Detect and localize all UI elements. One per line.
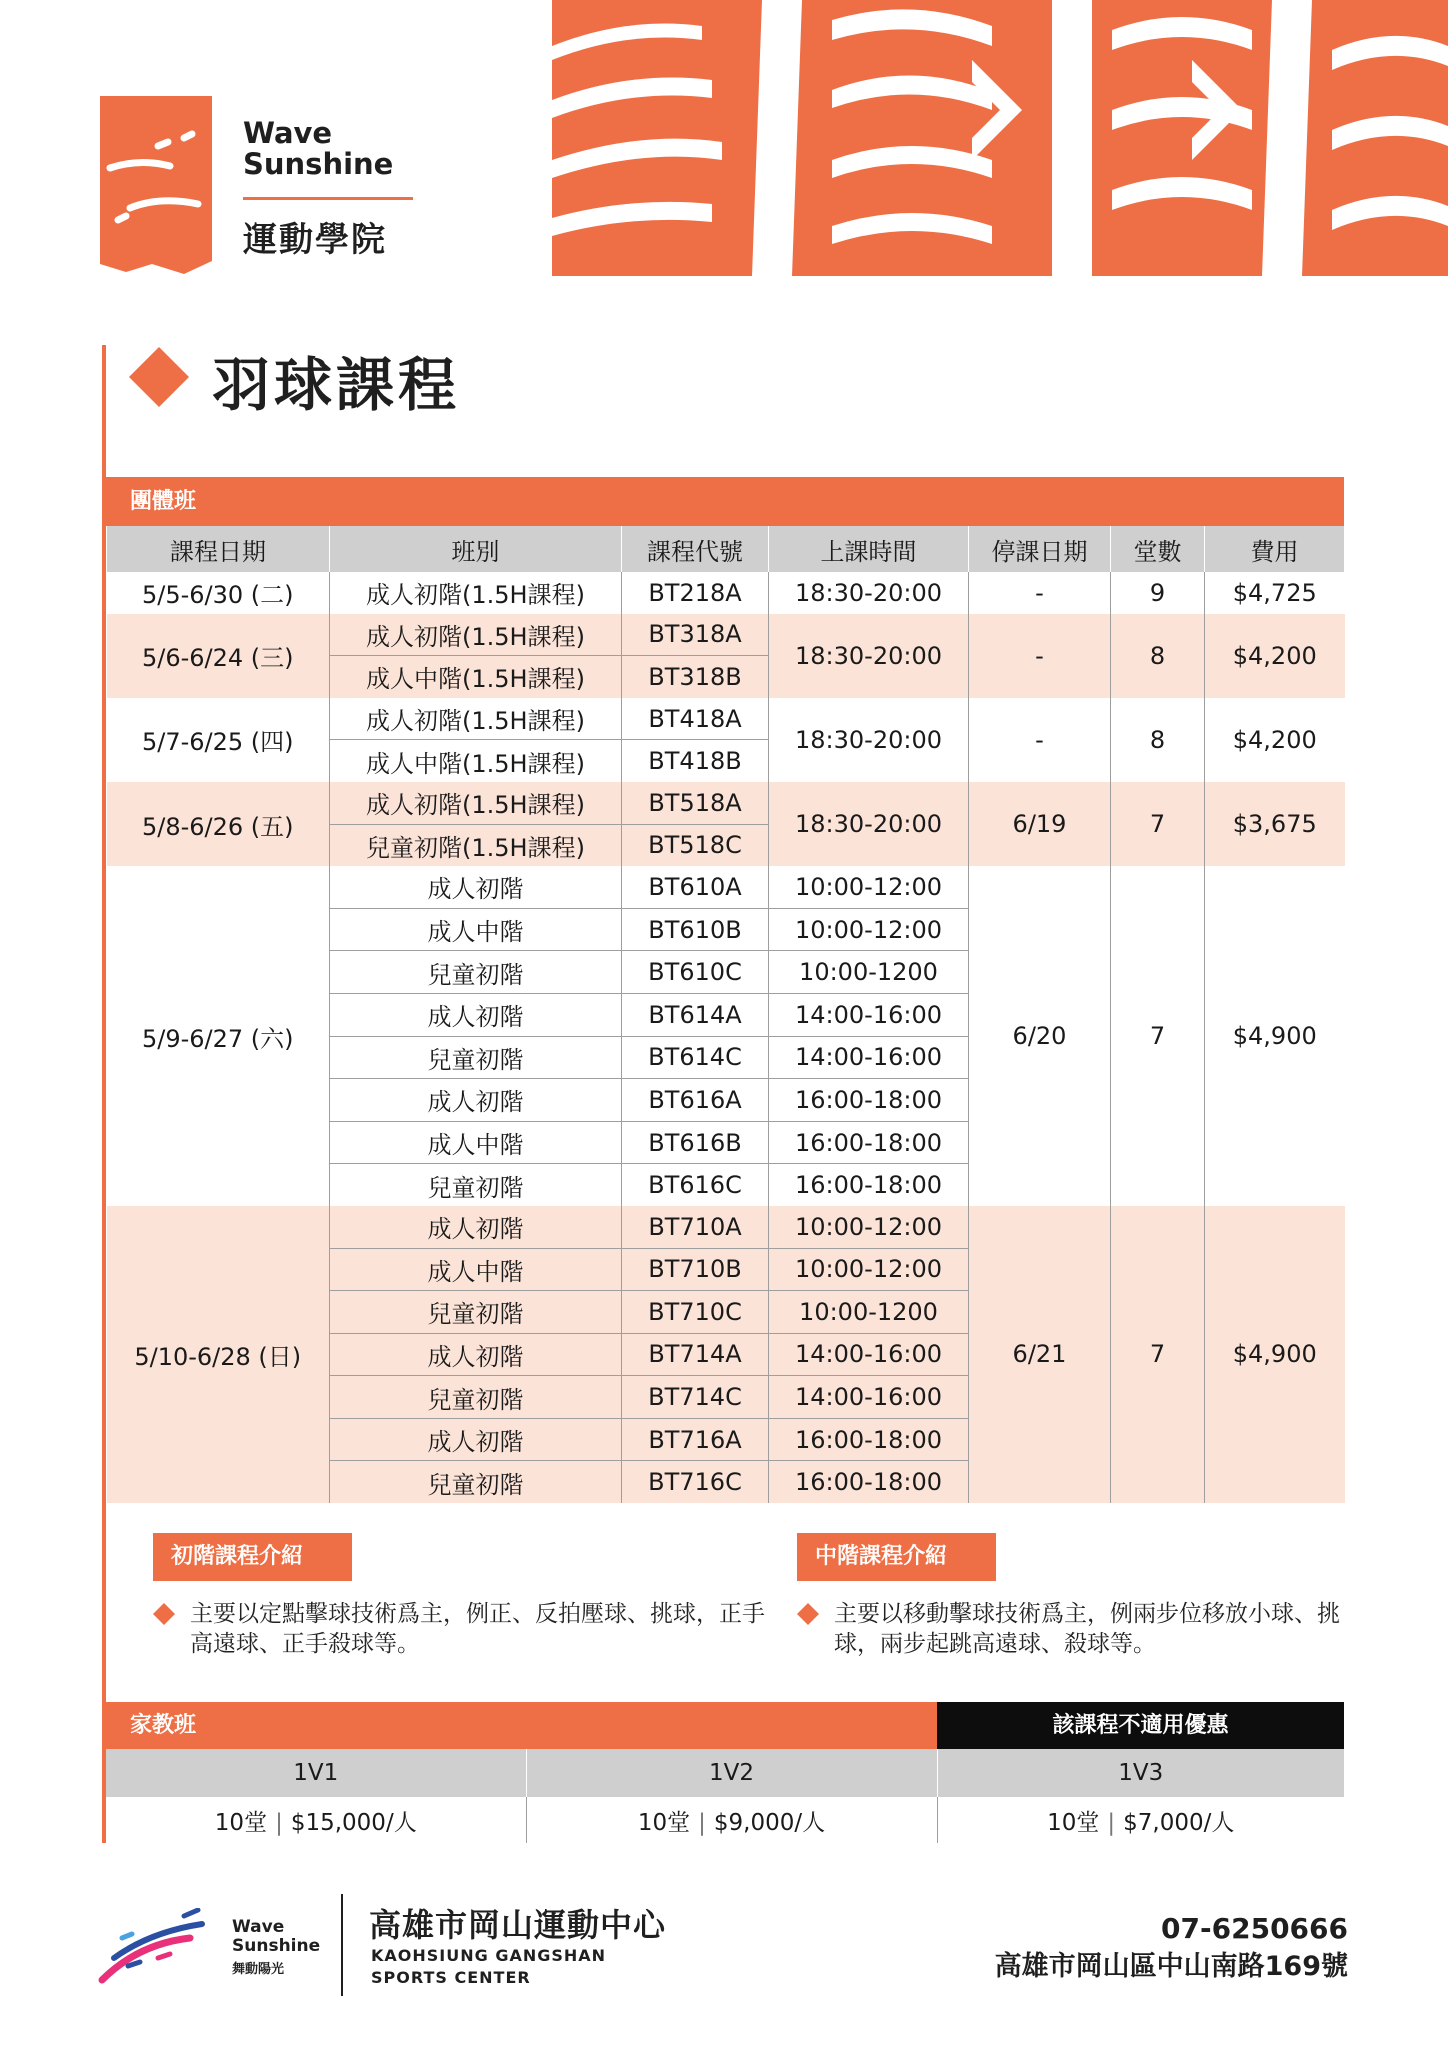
class-name: 兒童初階 [330,1164,622,1206]
class-name: 成人初階(1.5H課程) [330,698,622,740]
class-code: BT616C [622,1164,769,1206]
class-code: BT610C [622,951,769,994]
class-time: 16:00-18:00 [769,1418,969,1461]
wave-sunshine-footer-logo [98,1908,216,1984]
class-time: 18:30-20:00 [769,698,969,782]
class-name: 成人中階 [330,1248,622,1291]
class-code: BT714A [622,1333,769,1376]
footer-brand-line1: Wave [232,1917,285,1937]
class-time: 18:30-20:00 [769,614,969,698]
schedule-block-thu [107,698,1345,782]
class-name: 成人初階(1.5H課程) [330,782,622,824]
intermediate-intro-title: 中階課程介紹 [797,1533,996,1581]
wave-sunshine-logo-mark [100,96,212,276]
address: 高雄市岡山區中山南路169號 [994,1951,1348,1982]
class-code: BT714C [622,1376,769,1419]
table-header-row [107,526,1345,572]
schedule-block-tue [107,572,1345,614]
brand-divider [243,197,413,200]
schedule-block-sun [107,1206,1345,1503]
brand-name-line2: Sunshine [243,147,394,181]
table-row [107,614,1345,656]
separator: | [698,1809,706,1836]
diamond-bullet-icon [153,1603,175,1625]
class-name: 成人初階 [330,1079,622,1122]
plan-price: $9,000/人 [713,1809,826,1836]
brand-name-line1: Wave [243,116,333,150]
class-time: 10:00-12:00 [769,1206,969,1248]
block-fee: $3,675 [1205,782,1345,866]
class-name: 成人初階 [330,1333,622,1376]
block-stop-date: - [969,698,1111,782]
brand-name [243,118,393,180]
class-code: BT610A [622,866,769,908]
class-name: 兒童初階 [330,951,622,994]
tutor-header-row [106,1749,1344,1797]
header-fee: 費用 [1205,526,1345,572]
plan-price: $15,000/人 [290,1809,417,1836]
block-stop-date: - [969,614,1111,698]
block-sessions: 8 [1111,614,1205,698]
class-time: 14:00-16:00 [769,1333,969,1376]
block-sessions: 9 [1111,572,1205,614]
class-name: 成人初階 [330,1418,622,1461]
tutor-price-row [106,1797,1344,1843]
class-time: 10:00-1200 [769,1291,969,1334]
block-sessions: 7 [1111,782,1205,866]
table-row [107,698,1345,740]
class-time: 16:00-18:00 [769,1164,969,1206]
class-code: BT710C [622,1291,769,1334]
class-name: 兒童初階 [330,1376,622,1419]
class-time: 10:00-12:00 [769,866,969,908]
plan-sessions: 10堂 [1047,1809,1100,1836]
page-title: 羽球課程 [212,351,461,419]
block-fee: $4,200 [1205,614,1345,698]
class-code: BT614A [622,993,769,1036]
header-sessions: 堂數 [1111,526,1205,572]
block-fee: $4,200 [1205,698,1345,782]
class-name: 兒童初階 [330,1291,622,1334]
class-name: 成人初階 [330,1206,622,1248]
class-time: 14:00-16:00 [769,1036,969,1079]
class-code: BT418A [622,698,769,740]
block-date: 5/5-6/30 (二) [107,572,330,614]
brand-subtitle: 運動學院 [243,220,387,260]
plan-price-cell [526,1797,937,1843]
footer-divider [341,1894,343,1996]
class-code: BT318A [622,614,769,656]
class-name: 兒童初階(1.5H課程) [330,824,622,866]
plan-sessions: 10堂 [214,1809,268,1836]
class-code: BT318B [622,656,769,698]
plan-sessions: 10堂 [637,1809,691,1836]
block-sessions: 7 [1111,866,1205,1206]
schedule-block-wed [107,614,1345,698]
class-name: 成人初階(1.5H課程) [330,572,622,614]
header-class: 班別 [330,526,622,572]
block-date: 5/6-6/24 (三) [107,614,330,698]
center-name: 高雄市岡山運動中心 [369,1906,667,1944]
class-time: 18:30-20:00 [769,572,969,614]
block-date: 5/7-6/25 (四) [107,698,330,782]
table-row [107,1206,1345,1248]
header-date: 課程日期 [107,526,330,572]
block-stop-date: 6/21 [969,1206,1111,1503]
center-english-name [371,1945,606,1989]
class-name: 成人中階 [330,1121,622,1164]
plan-price-cell [106,1797,526,1843]
separator: | [1107,1809,1116,1836]
schedule-block-fri [107,782,1345,866]
block-date: 5/9-6/27 (六) [107,866,330,1206]
separator: | [275,1809,283,1836]
class-code: BT716C [622,1461,769,1503]
class-name: 成人中階(1.5H課程) [330,656,622,698]
tutor-class-bar: 家教班 [106,1702,937,1749]
group-class-bar: 團體班 [106,477,1344,526]
basic-intro-text: 主要以定點擊球技術爲主，例正、反拍壓球、挑球，正手高遠球、正手殺球等。 [190,1601,765,1657]
class-code: BT518C [622,824,769,866]
class-time: 18:30-20:00 [769,782,969,866]
class-code: BT614C [622,1036,769,1079]
header-wave-pattern [552,0,1448,276]
class-name: 兒童初階 [330,1461,622,1503]
block-fee: $4,900 [1205,866,1345,1206]
diamond-icon [129,347,189,407]
class-code: BT418B [622,740,769,782]
no-discount-notice: 該課程不適用優惠 [937,1702,1344,1749]
class-name: 成人初階(1.5H課程) [330,614,622,656]
class-code: BT710B [622,1248,769,1291]
table-row [107,782,1345,824]
plan-price: $7,000/人 [1123,1809,1235,1836]
block-date: 5/10-6/28 (日) [107,1206,330,1503]
header-stop-date: 停課日期 [969,526,1111,572]
class-code: BT616B [622,1121,769,1164]
class-code: BT710A [622,1206,769,1248]
class-time: 10:00-12:00 [769,908,969,951]
class-name: 成人中階(1.5H課程) [330,740,622,782]
class-time: 16:00-18:00 [769,1461,969,1503]
class-name: 成人中階 [330,908,622,951]
header-code: 課程代號 [622,526,769,572]
block-fee: $4,725 [1205,572,1345,614]
block-fee: $4,900 [1205,1206,1345,1503]
center-en-line1: KAOHSIUNG GANGSHAN [371,1946,607,1965]
diamond-bullet-icon [797,1603,819,1625]
group-class-table [106,526,1345,1503]
intermediate-intro-text: 主要以移動擊球技術爲主，例兩步位移放小球、挑球，兩步起跳高遠球、殺球等。 [834,1601,1340,1657]
schedule-block-sat [107,866,1345,1206]
class-code: BT610B [622,908,769,951]
footer-brand [232,1918,320,1956]
basic-intro-title: 初階課程介紹 [153,1533,352,1581]
plan-price-cell [937,1797,1344,1843]
plan-type: 1V2 [526,1749,937,1797]
class-time: 10:00-12:00 [769,1248,969,1291]
table-row [107,572,1345,614]
block-stop-date: 6/19 [969,782,1111,866]
phone-number: 07-6250666 [1161,1912,1348,1945]
class-name: 成人初階 [330,866,622,908]
footer-brand-line2: Sunshine [232,1936,321,1956]
block-date: 5/8-6/26 (五) [107,782,330,866]
class-time: 16:00-18:00 [769,1079,969,1122]
class-time: 16:00-18:00 [769,1121,969,1164]
footer-brand-subtitle: 舞動陽光 [232,1962,285,1977]
class-time: 10:00-1200 [769,951,969,994]
block-stop-date: - [969,572,1111,614]
class-code: BT616A [622,1079,769,1122]
block-sessions: 8 [1111,698,1205,782]
block-sessions: 7 [1111,1206,1205,1503]
header-time: 上課時間 [769,526,969,572]
class-code: BT218A [622,572,769,614]
class-name: 成人初階 [330,993,622,1036]
class-time: 14:00-16:00 [769,1376,969,1419]
class-time: 14:00-16:00 [769,993,969,1036]
class-name: 兒童初階 [330,1036,622,1079]
block-stop-date: 6/20 [969,866,1111,1206]
class-code: BT518A [622,782,769,824]
table-row [107,866,1345,908]
tutor-class-table [106,1749,1344,1843]
class-code: BT716A [622,1418,769,1461]
plan-type: 1V1 [106,1749,526,1797]
center-en-line2: SPORTS CENTER [371,1968,531,1987]
plan-type: 1V3 [937,1749,1344,1797]
